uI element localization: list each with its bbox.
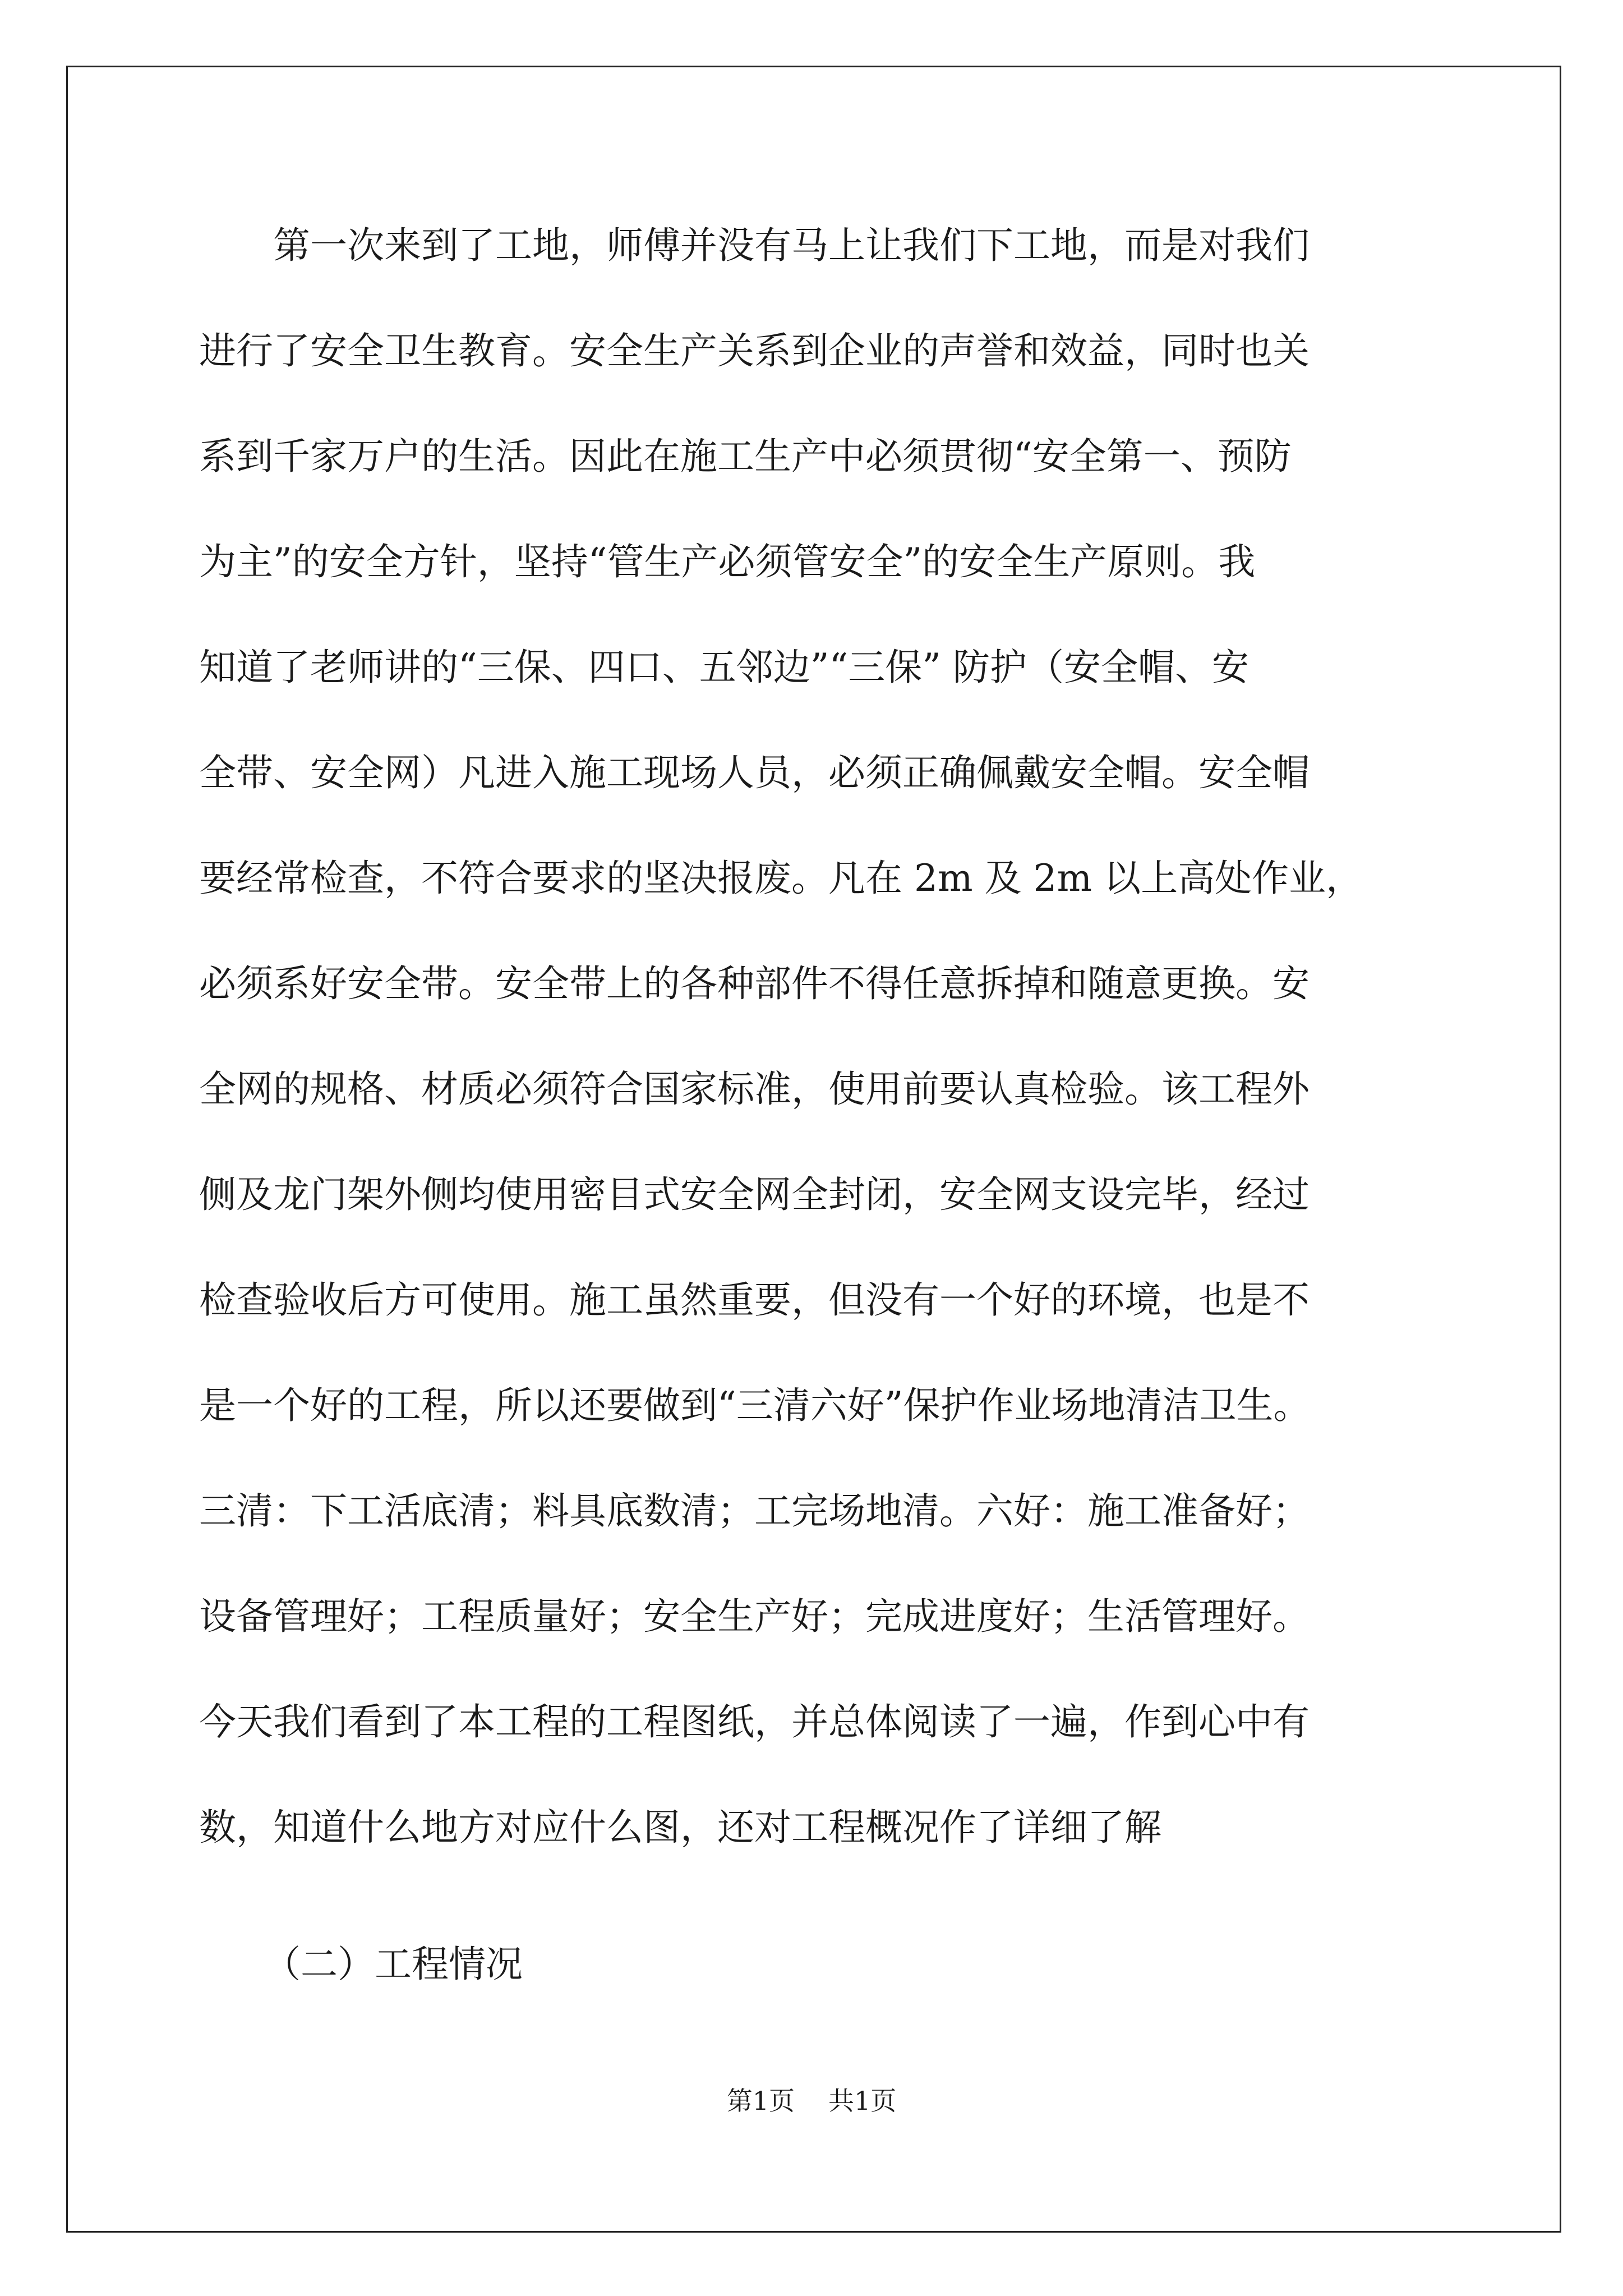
body-paragraph: [199, 218, 1467, 1905]
text-line: 三清：下工活底清；料具底数清；工完场地清。六好：施工准备好；: [199, 1489, 1310, 1533]
text-line: 进行了安全卫生教育。安全生产关系到企业的声誉和效益，同时也关: [199, 329, 1310, 372]
page-footer: [0, 2084, 1623, 2118]
text-line: 为主”的安全方针，坚持“管生产必须管安全”的安全生产原则。我: [199, 540, 1256, 583]
text-line: 系到千家万户的生活。因此在施工生产中必须贯彻“安全第一、预防: [199, 435, 1292, 478]
text-line: 知道了老师讲的“三保、四口、五邻边”“三保” 防护（安全帽、安: [199, 646, 1249, 689]
page-number: 第1页: [726, 2086, 795, 2116]
text-line: 设备管理好；工程质量好；安全生产好；完成进度好；生活管理好。: [199, 1595, 1310, 1638]
page-total: 共1页: [828, 2086, 897, 2116]
text-line: 侧及龙门架外侧均使用密目式安全网全封闭，安全网支设完毕，经过: [199, 1173, 1310, 1216]
text-line: 第一次来到了工地，师傅并没有马上让我们下工地，而是对我们: [199, 224, 1310, 267]
section-heading: （二）工程情况: [264, 1943, 523, 1986]
text-line: 数，知道什么地方对应什么图，还对工程概况作了详细了解: [199, 1806, 1161, 1849]
text-line: 是一个好的工程，所以还要做到“三清六好”保护作业场地清洁卫生。: [199, 1384, 1311, 1427]
text-line: 必须系好安全带。安全带上的各种部件不得任意拆掉和随意更换。安: [199, 962, 1310, 1005]
text-line: 检查验收后方可使用。施工虽然重要，但没有一个好的环境，也是不: [199, 1278, 1310, 1322]
text-line: 全网的规格、材质必须符合国家标准，使用前要认真检验。该工程外: [199, 1068, 1310, 1111]
text-line: 今天我们看到了本工程的工程图纸，并总体阅读了一遍，作到心中有: [199, 1700, 1310, 1743]
text-line: 全带、安全网）凡进入施工现场人员，必须正确佩戴安全帽。安全帽: [199, 751, 1310, 794]
text-line: 要经常检查，不符合要求的坚决报废。凡在 2m 及 2m 以上高处作业，: [199, 857, 1363, 900]
